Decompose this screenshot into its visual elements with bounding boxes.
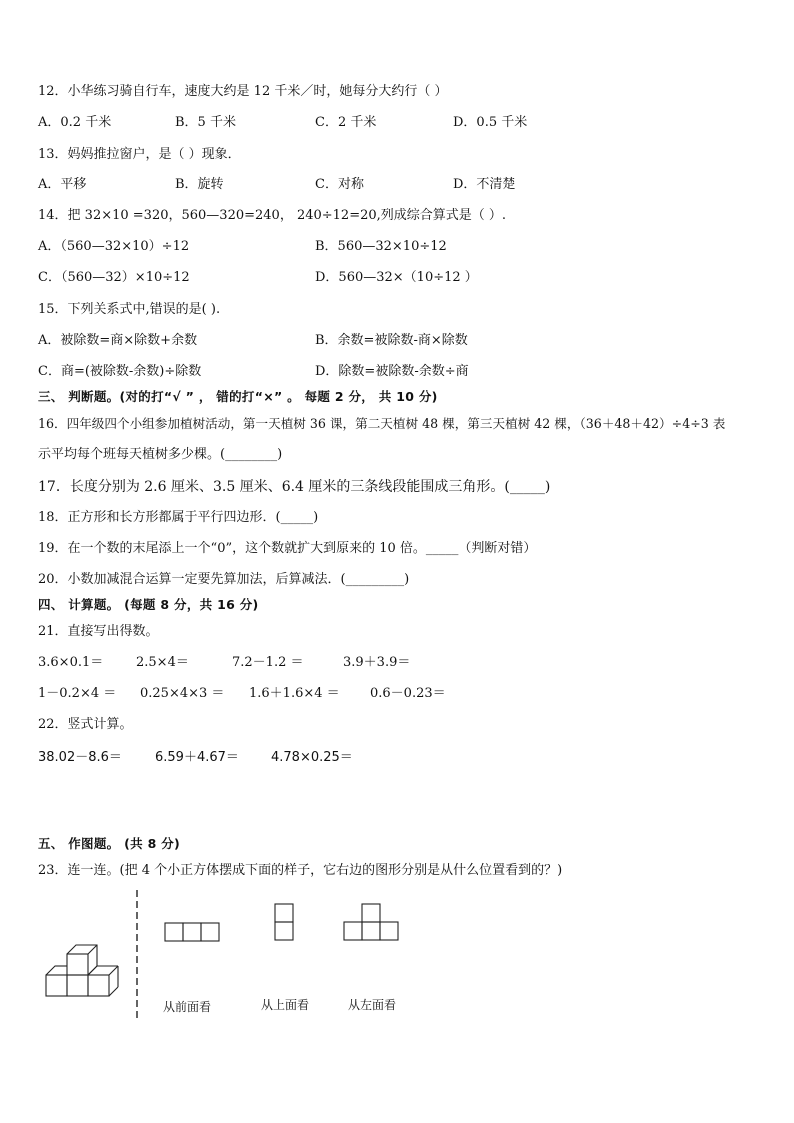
q12-option-a[interactable]: A．0.2 千米 xyxy=(38,115,112,130)
q16-text-line1: 16．四年级四个小组参加植树活动，第一天植树 36 课，第二天植树 48 棵，第三天植树 42 棵，（36＋48＋42）÷4÷3 表 xyxy=(38,416,726,431)
q14-option-a[interactable]: A．（560—32×10）÷12 xyxy=(38,239,190,254)
q21-calc-2: 2.5×4＝ xyxy=(136,655,189,670)
view-shape-3-figure[interactable] xyxy=(343,902,403,944)
view-shape-1-figure[interactable] xyxy=(164,920,224,944)
q13-text: 13．妈妈推拉窗户，是（ ）现象． xyxy=(38,147,241,162)
q12-option-b[interactable]: B．5 千米 xyxy=(175,115,236,130)
q12-option-c[interactable]: C．2 千米 xyxy=(315,115,377,130)
section-5-title: 五、 作图题。 (共 8 分) xyxy=(38,836,181,851)
q20-text: 20．小数加减混合运算一定要先算加法，后算减法．(_________) xyxy=(38,572,410,587)
caption-top-view[interactable]: 从上面看 xyxy=(261,998,310,1012)
section-4-title: 四、 计算题。 (每题 8 分，共 16 分) xyxy=(38,597,259,612)
q13-option-a[interactable]: A．平移 xyxy=(38,177,87,192)
cube-stack-figure xyxy=(40,935,130,1001)
dashed-separator xyxy=(134,890,140,1020)
q15-option-a[interactable]: A．被除数=商×除数+余数 xyxy=(38,333,198,348)
section-3-title: 三、 判断题。(对的打“√ ” ， 错的打“×” 。 每题 2 分， 共 10 分) xyxy=(38,389,438,404)
q21-calc-8: 0.6－0.23＝ xyxy=(370,686,446,701)
q13-option-d[interactable]: D．不清楚 xyxy=(453,177,516,192)
q12-option-d[interactable]: D．0.5 千米 xyxy=(453,115,528,130)
q14-text: 14．把 32×10 =320，560—320=240， 240÷12=20,列成综合算式是（ ）. xyxy=(38,208,507,223)
q22-calc-3: 4.78×0.25＝ xyxy=(271,750,353,765)
q15-option-c[interactable]: C．商=(被除数-余数)÷除数 xyxy=(38,364,202,379)
q21-calc-7: 1.6＋1.6×4 ＝ xyxy=(249,686,340,701)
q22-text: 22．竖式计算。 xyxy=(38,717,133,732)
q21-text: 21．直接写出得数。 xyxy=(38,624,159,639)
q21-calc-5: 1－0.2×4 ＝ xyxy=(38,686,117,701)
q14-option-b[interactable]: B．560—32×10÷12 xyxy=(315,239,447,254)
q15-text: 15．下列关系式中,错误的是( ). xyxy=(38,302,221,317)
q16-text-line2: 示平均每个班每天植树多少棵。(________) xyxy=(38,447,283,462)
q15-option-d[interactable]: D．除数=被除数-余数÷商 xyxy=(315,364,469,379)
caption-left-view[interactable]: 从左面看 xyxy=(348,998,397,1012)
q18-text: 18．正方形和长方形都属于平行四边形．(_____) xyxy=(38,510,319,525)
view-shape-2-figure[interactable] xyxy=(272,902,296,944)
q17-text: 17．长度分别为 2.6 厘米、3.5 厘米、6.4 厘米的三条线段能围成三角形。(_____) xyxy=(38,479,551,495)
q21-calc-4: 3.9＋3.9＝ xyxy=(343,655,411,670)
q21-calc-3: 7.2－1.2 ＝ xyxy=(232,655,304,670)
q23-text: 23．连一连。(把 4 个小正方体摆成下面的样子，它右边的图形分别是从什么位置看到的？) xyxy=(38,863,563,878)
q12-text: 12．小华练习骑自行车，速度大约是 12 千米／时，她每分大约行（ ） xyxy=(38,84,448,99)
q13-option-b[interactable]: B．旋转 xyxy=(175,177,224,192)
q21-calc-1: 3.6×0.1＝ xyxy=(38,655,104,670)
q14-option-c[interactable]: C．（560—32）×10÷12 xyxy=(38,270,190,285)
q13-option-c[interactable]: C．对称 xyxy=(315,177,364,192)
q15-option-b[interactable]: B．余数=被除数-商×除数 xyxy=(315,333,468,348)
q21-calc-6: 0.25×4×3 ＝ xyxy=(140,686,225,701)
caption-front-view[interactable]: 从前面看 xyxy=(163,1000,212,1014)
q22-calc-1: 38.02－8.6＝ xyxy=(38,750,122,765)
q22-calc-2: 6.59＋4.67＝ xyxy=(155,750,239,765)
q14-option-d[interactable]: D．560—32×（10÷12 ） xyxy=(315,270,478,285)
q19-text: 19．在一个数的末尾添上一个“0”，这个数就扩大到原来的 10 倍。_____（判断对错） xyxy=(38,541,537,556)
